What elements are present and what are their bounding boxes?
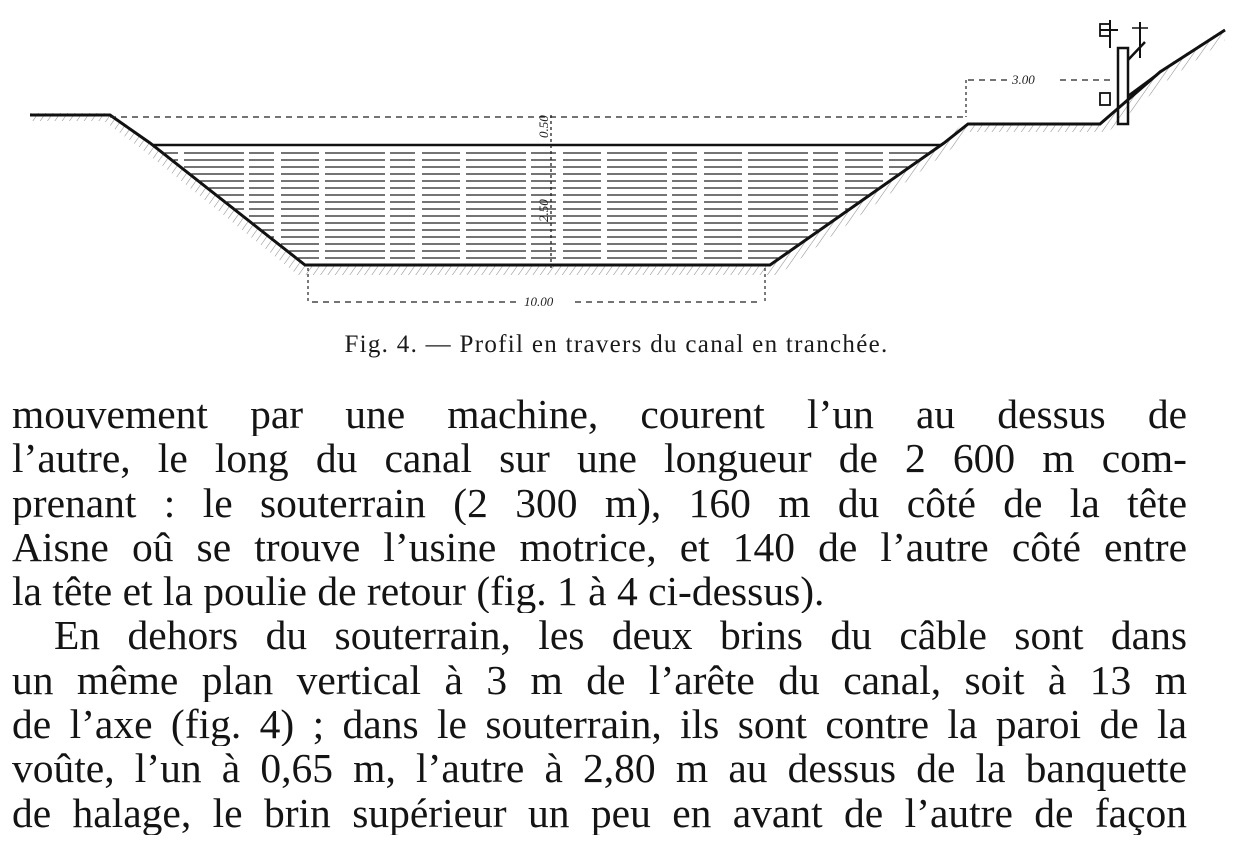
text-line-5: la tête et la poulie de retour (fig. 1 à 4 ci-dessus).	[12, 569, 825, 614]
body-text	[12, 392, 1187, 835]
dim-bottom-width: 10.00	[524, 294, 554, 309]
cable-support-post	[1100, 20, 1155, 124]
text-line-10: de halage, le brin supérieur un peu en avant de l’autre de façon	[12, 790, 1187, 835]
text-line-6: En dehors du souterrain, les deux brins du câble sont dans	[54, 613, 1187, 658]
text-line-8: de l’axe (fig. 4) ; dans le souterrain, ils sont contre la paroi de la	[12, 702, 1187, 747]
text-line-9: voûte, l’un à 0,65 m, l’autre à 2,80 m au dessus de la banquette	[12, 746, 1187, 791]
dim-berm-width: 3.00	[1012, 72, 1035, 87]
text-line-1: mouvement par une machine, courent l’un au dessus de	[12, 392, 1187, 437]
canal-cross-section-figure	[0, 0, 1233, 330]
dim-freeboard: 0.50	[536, 115, 551, 138]
embankment-hatching	[30, 28, 1225, 275]
text-line-2: l’autre, le long du canal sur une longueur de 2 600 m com-	[12, 436, 1187, 481]
dim-water-depth: 2.50	[536, 199, 551, 222]
text-line-7: un même plan vertical à 3 m de l’arête du canal, soit à 13 m	[12, 657, 1187, 703]
berm-width-dimension	[966, 72, 1110, 117]
text-line-4: Aisne oû se trouve l’usine motrice, et 140 de l’autre côté entre	[12, 524, 1187, 570]
figure-caption: Fig. 4. — Profil en travers du canal en tranchée.	[344, 331, 889, 358]
text-line-3: prenant : le souterrain (2 300 m), 160 m du côté de la tête	[12, 480, 1187, 525]
